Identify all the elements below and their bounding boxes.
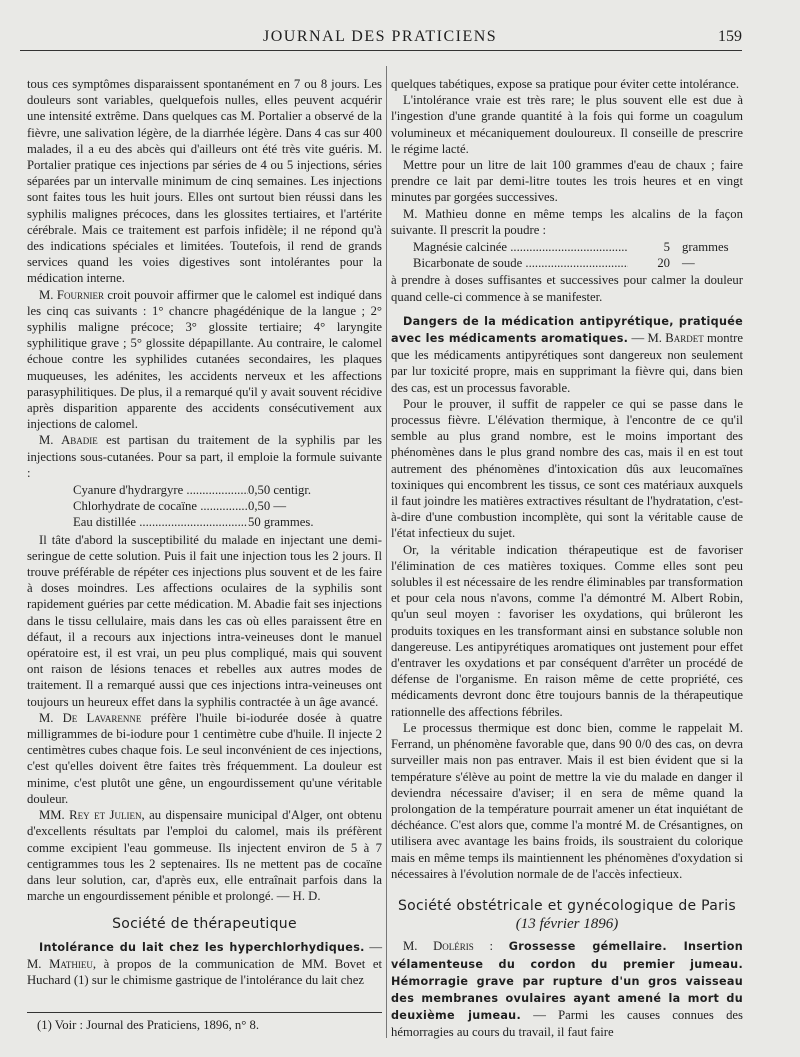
paragraph-text: — M. (27, 939, 382, 971)
paragraph-text: , au dispensaire municipal d'Alger, ont obtenu d'excellents résultats par l'emploi du calomel, mais ils préfèrent comme excipient l'eau gommeuse. Ils injectent environ de 5 à 7 centigrammes tous les 2 septenaires. Ils ne mettent pas de cocaïne dans leur solution, car, d'après eux, elle entraînait parfois dans la marche un engourdissement pénible et prolongé. — H. D. (27, 808, 382, 904)
paragraph: Le processus thermique est donc bien, comme le rappelait M. Ferrand, un phénomène favorable que, dans 90 0/0 des cas, on devra surveiller mais non pas entraver. Mais il est bien évident que si la température s'élève au point de mettre la vie du malade en danger il deviendra nécessaire d'aviser; il en sera de même quand la prolongation de la température pourrait amener un état inquiétant de déchéance. C'est alors que, comme l'a montré M. de Crésantignes, on utilisera avec avantage les bains froids, ils soustraient du colorique mais en même temps ils maintiennent les phénomènes d'oxydation si nécessaires à l'évolution normale de de l'accès infectieux. (391, 720, 743, 881)
prescription-formula (27, 482, 382, 531)
ingredient-dose: 0,50 centigr. (248, 483, 312, 498)
paragraph: M. Mathieu donne en même temps les alcalins de la façon suivante. Il prescrit la poudre : (391, 206, 743, 237)
formula-row (73, 498, 382, 514)
report-title: Grossesse gémellaire. Insertion vélamenteuse du cordon du premier jumeau. Hémorragie grave par rupture d'un gros vaisseau des membranes ovulaires ayant amené la mort du deuxième jumeau. (391, 940, 744, 1023)
footnote: (1) Voir : Journal des Praticiens, 1896, n° 8. (37, 1018, 260, 1032)
right-column (391, 76, 743, 1041)
ingredient-name: Magnésie calcinée ..... (413, 239, 628, 255)
paragraph: quelques tabétiques, expose sa pratique pour éviter cette intolérance. (391, 77, 740, 91)
formula-row (73, 514, 382, 530)
ingredient-name: Chlorhydrate de cocaïne ..... (73, 498, 248, 514)
ingredient-name: Eau distillée ..... (73, 514, 248, 530)
author-name: Bardet (665, 331, 704, 346)
paragraph-text: est partisan du traitement de la syphilis par les injections sous-cutanées. Pour sa part, il emploie la formule suivante : (27, 433, 382, 480)
paragraph: tous ces symptômes disparaissent spontanément en 7 ou 8 jours. Les douleurs sont variables, quelquefois nulles, elles peuvent acquérir une intensité extrême. Dans quelques cas M. Portalier a observé de la fièvre, une salivation légère, de la diarrhée légère. Dans 4 cas sur 400 malades, il a eu des abcès qui d'ailleurs ont été très vite guéris. M. Portalier pratique ces injections par séries de 4 ou 5 injections, séries séparées par un intervalle minimum de cinq semaines. Les injections sont faites tous les huit jours. Elles ont surtout bien réussi dans les syphilis malignes précoces, dans les glossites tertiaires, et l'artérite cérébrale. Mais ce traitement est parfois infidèle; il ne répond qu'à des indications spéciales et limitées. Toutefois, il rend de grands services quand les voies digestives sont intolérantes pour la médication interne. (27, 77, 382, 286)
ingredient-unit: — (682, 256, 695, 271)
ingredient-dose: 20 (657, 256, 670, 271)
author-name: Mathieu (49, 956, 93, 971)
paragraph: Il tâte d'abord la susceptibilité du malade en injectant une demi-seringue de cette solution. Puis il fait une injection tous les 2 jours. Il trouve préférable de répéter ces injections plus souvent et de les faire à doses moindres. Les affections oculaires de la syphilis sont rapidement guéries par cette médication. M. Abadie fait ses injections dans le tissu cellulaire, mais dans les cas où elles paraissent être en défaut, il a recours aux injections intra-veineuses dont le manuel opératoire est, il est vrai, un peu plus compliqué, mais qui souvent ont raison de lésions tenaces et rebelles aux autres modes de traitement. Il a remarqué aussi que ces injections intra-veineuses ont toujours un heureux effet dans la syphilis contractée à un âge avancé. (27, 532, 382, 709)
paragraph-text: préfère l'huile bi-iodurée dosée à quatre milligrammes de bi-iodure pour 1 centimètre cube d'huile. Il injecte 2 centimètres cubes chaque fois. Le seul inconvénient de ces injections, c'est qu'elles doivent être faites très fréquemment. La douleur est minime, c'est plutôt une gêne, un engourdissement qu'une véritable douleur. (27, 710, 382, 806)
section-date: (13 février 1896) (515, 916, 619, 933)
formula-row (413, 255, 743, 271)
paragraph-text: — M. (628, 331, 666, 346)
ingredient-dose: 50 grammes. (248, 515, 314, 530)
left-column (27, 76, 382, 988)
paragraph (27, 939, 382, 989)
ingredient-dose: 0,50 — (248, 499, 287, 514)
paragraph-text: : (473, 939, 509, 954)
ingredient-name: Cyanure d'hydrargyre ..... (73, 482, 248, 498)
paragraph: Mettre pour un litre de lait 100 grammes d'eau de chaux ; faire prendre ce lait par demi-litre toutes les trois heures et en vingt minutes par gorgées successives. (391, 158, 743, 205)
paragraph-text: montre que les médicaments antipyrétiques sont dangereux non seulement par lur toxicité propre, mais en supprimant la fièvre qui, dans bien des cas, est un processus favorable. (391, 331, 743, 395)
paragraph (391, 938, 743, 1040)
paragraph-text: — Parmi les causes connues des hémorragies au cours du travail, il faut faire (391, 1008, 743, 1040)
paragraph: Pour le prouver, il suffit de rappeler ce qui se passe dans le processus fièvre. L'élévation thermique, à l'encontre de ce qu'il semble au plus grand nombre, est le moins important des phénomènes dans le plus grand nombre des cas, mais il en est tout autrement des phénomènes d'intoxication dûs aux leucomaïnes toxiniques qui encombrent les tissus, ce sont ces matériaux auxquels il faut joindre les matières extractives résultant de l'hydratation, c'est-à-dire d'une combustion incomplète, qui sont la véritable cause de l'état infectieux du sujet. (391, 396, 743, 541)
paragraph (391, 313, 743, 396)
page-header (20, 28, 742, 48)
paragraph (27, 807, 382, 904)
paragraph-text: croit pouvoir affirmer que le calomel est indiqué dans les cinq cas suivants : 1° chancre phagédénique de la langue ; 2° syphilis maligne précoce; 3° glossite tertiaire; 4° laryngite syphilitique grave ; 5° glossite dépapillante. Au contraire, le calomel échoue contre les syphilides cutanées secondaires, les plaques muqueuses, les adénites, les accidents nerveux et les affections parasyphilitiques. De plus, il a remarqué qu'il y avait souvent récidive après disparition apparente des accidents consécutivement aux injections de calomel. (27, 287, 382, 432)
formula-row (73, 482, 382, 498)
prescription-formula (391, 239, 743, 271)
running-title: JOURNAL DES PRATICIENS (263, 28, 498, 45)
ingredient-name: Bicarbonate de soude ..... (413, 255, 628, 271)
paragraph-text: M. (403, 939, 434, 954)
paragraph (27, 710, 382, 807)
author-name: MM. Rey et Julien (39, 808, 142, 823)
section-heading: Société obstétricale et gynécologique de Paris (397, 897, 737, 914)
header-rule (20, 50, 742, 51)
paragraph (27, 432, 382, 481)
paragraph: à prendre à doses suffisantes et successives pour calmer la douleur quand celle-ci commence à se manifester. (391, 273, 743, 304)
formula-row (413, 239, 743, 255)
ingredient-unit: grammes (682, 240, 729, 255)
paragraph-text: , à propos de la communication de MM. Bovet et Huchard (1) sur le chimisme gastrique de l'intolérance du lait chez (27, 956, 382, 987)
paragraph: L'intolérance vraie est très rare; le plus souvent elle est due à l'ingestion d'une grande quantité à la fois qui forme un coagulum volumineux et mécaniquement douloureux. Il conseille de prescrire le régime lacté. (391, 93, 743, 156)
page-number: 159 (718, 28, 742, 45)
footnote-rule (27, 1012, 382, 1013)
author-name: M. Fournier (39, 287, 104, 302)
column-divider (386, 66, 387, 1038)
ingredient-dose: 5 (663, 240, 670, 255)
author-name: M. De Lavarenne (39, 710, 142, 725)
paragraph (27, 287, 382, 433)
report-title: Intolérance du lait chez les hyperchlorhydiques. (39, 940, 365, 954)
paragraph: Or, la véritable indication thérapeutique est de favoriser l'élimination de ces matières toxiques. Comme elles sont peu solubles il est nécessaire de les rendre éliminables par transformation et pour cela nous n'avons, comme l'a démontré M. Albert Robin, qu'un seul moyen : favoriser les oxydations, qui brûleront les produits toxiques en les transformant ainsi en substance soluble non dangereuse. Les antipyrétiques aromatiques ont justement pour effet d'entraver les oxydations et par conséquent d'arrêter un procédé de défense de l'organisme. En raison même de cette propriété, ces médicaments devront donc être toujours bannis de la thérapeutique rationnelle des affections fébriles. (391, 542, 743, 719)
author-name: M. Abadie (39, 433, 98, 448)
section-heading: Société de thérapeutique (112, 916, 297, 933)
report-title: Dangers de la médication antipyrétique, pratiquée avec les médicaments aromatiques. (391, 314, 743, 346)
author-name: Doléris (433, 939, 474, 954)
